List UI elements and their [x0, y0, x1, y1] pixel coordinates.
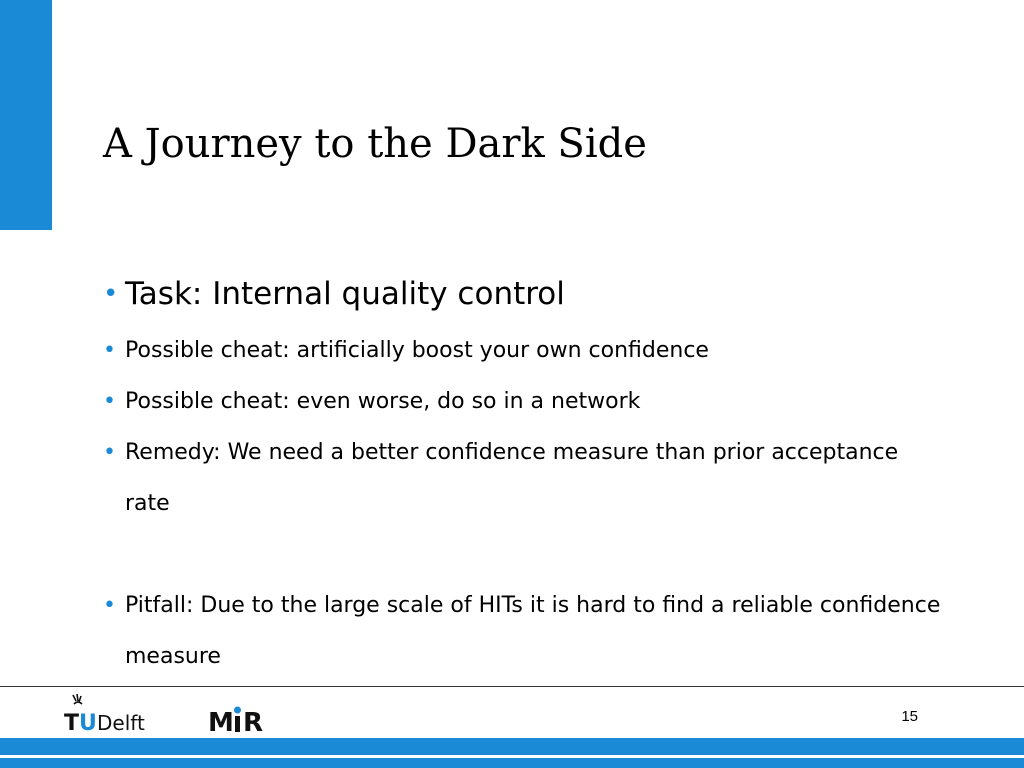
bullet-icon: • [103, 440, 116, 465]
bullet-text: Possible cheat: artificially boost your own confidence [125, 338, 709, 363]
bullet-text: Remedy: We need a better confidence measure than prior acceptance rate [125, 440, 899, 516]
footer-divider [0, 686, 1024, 687]
slide-title: A Journey to the Dark Side [103, 121, 647, 167]
bullet-icon: • [103, 279, 119, 309]
bullet-icon: • [103, 389, 116, 414]
bullet-item [103, 427, 943, 529]
bullet-text: Possible cheat: even worse, do so in a network [125, 389, 641, 414]
logo-mir-i-dot [234, 707, 241, 714]
logo-mir-i-stem [235, 716, 240, 732]
bullet-text: Task: Internal quality control [125, 276, 565, 312]
tudelft-logo [64, 692, 168, 734]
bullet-list [103, 270, 943, 682]
logo-mir-r: R [243, 708, 264, 736]
footer-band-stripe [0, 755, 1024, 758]
accent-bar [0, 0, 52, 230]
bullet-spacer [103, 529, 943, 580]
bullet-icon: • [103, 593, 116, 618]
page-number: 15 [901, 708, 918, 725]
logo-mir-m: M [208, 708, 234, 736]
bullet-item [103, 270, 943, 318]
footer-band [0, 738, 1024, 768]
bullet-item [103, 376, 943, 427]
flame-icon [73, 694, 82, 704]
logo-tudelft-delft: Delft [97, 711, 145, 734]
logo-tudelft-u: U [79, 711, 97, 734]
bullet-item [103, 325, 943, 376]
logo-tudelft-t: T [64, 711, 80, 734]
bullet-item [103, 580, 943, 682]
bullet-icon: • [103, 338, 116, 363]
mir-logo [208, 700, 272, 736]
bullet-text: Pitfall: Due to the large scale of HITs it is hard to find a reliable confidence measure [125, 593, 941, 669]
